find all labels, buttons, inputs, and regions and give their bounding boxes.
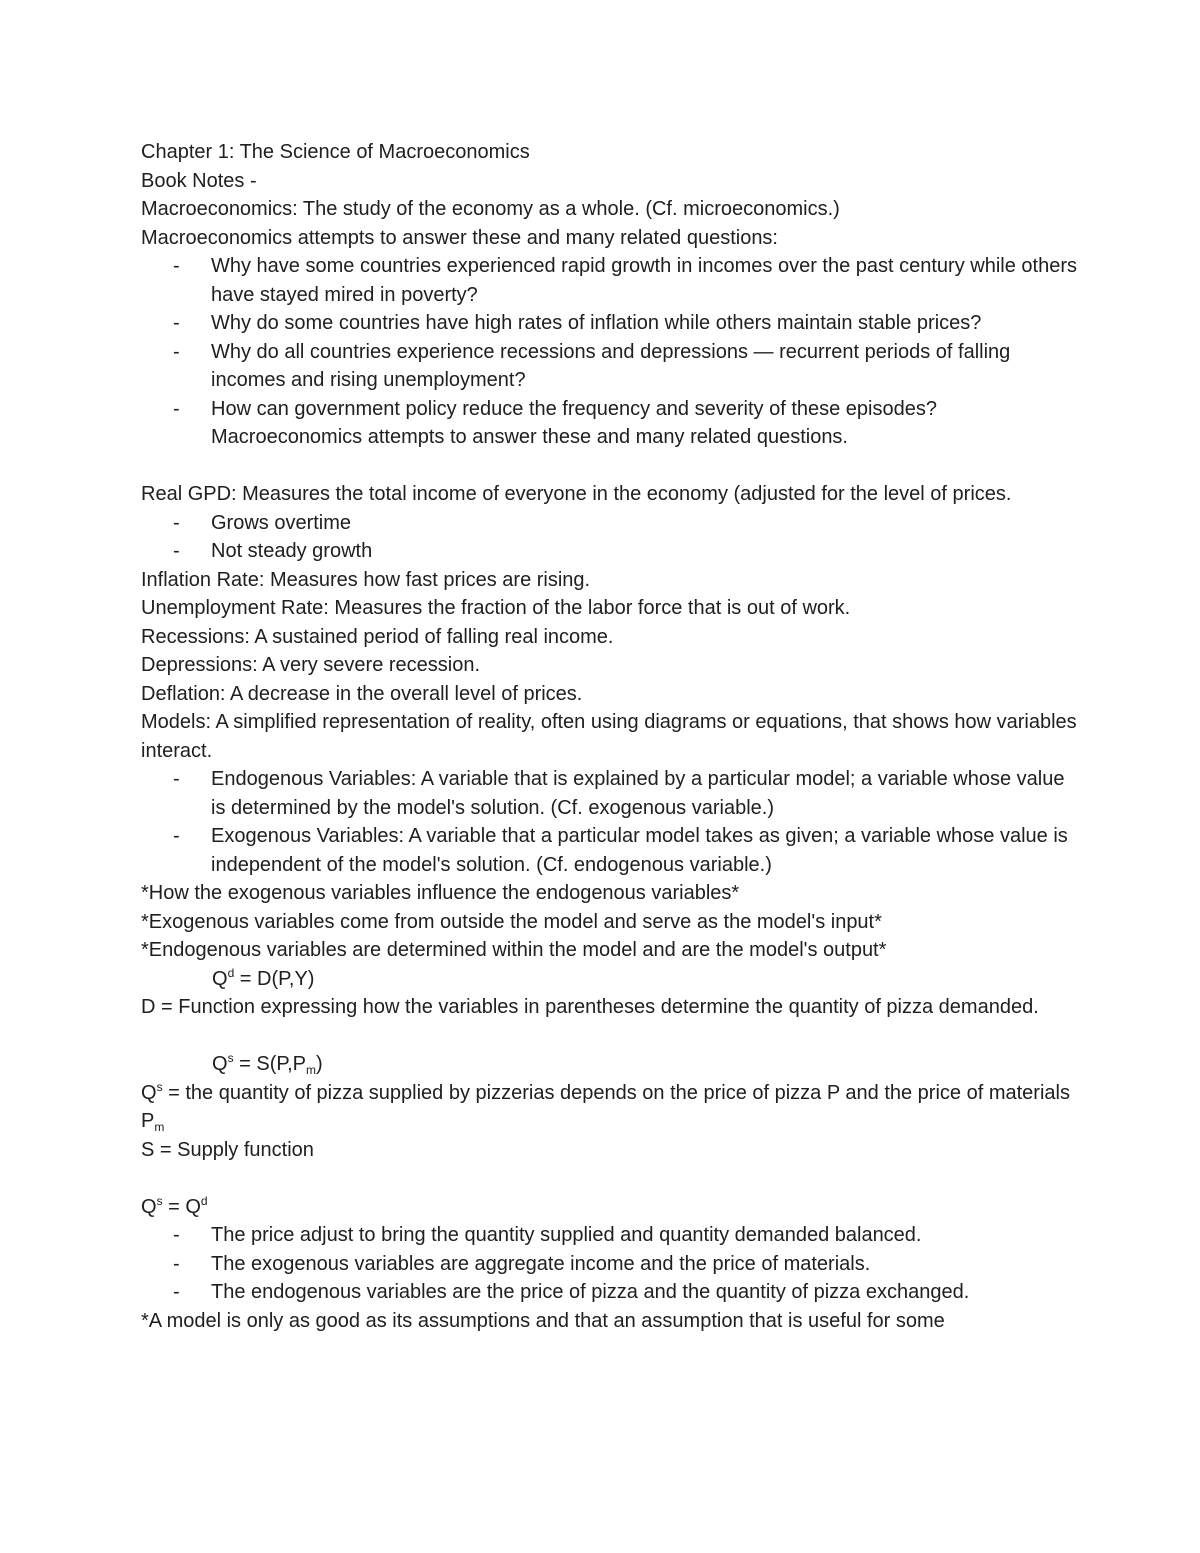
macro-intro: Macroeconomics attempts to answer these and many related questions: [141, 226, 778, 249]
bullet-dash: - [173, 540, 180, 562]
eq-rhs: = S(P,P [233, 1053, 307, 1075]
gdp-point: Not steady growth [211, 540, 373, 562]
inflation-definition: Inflation Rate: Measures how fast prices are rising. [141, 568, 591, 591]
list-item [141, 395, 1081, 452]
eq-superscript: s [156, 1193, 163, 1208]
list-item [141, 252, 1081, 309]
note-line: *Endogenous variables are determined within the model and are the model's output* [141, 939, 887, 961]
page-title: Chapter 1: The Science of Macroeconomics [141, 141, 530, 163]
demand-equation [141, 965, 1081, 994]
eq-close: ) [316, 1053, 323, 1075]
list-item [141, 765, 1081, 822]
list-item [141, 509, 1081, 538]
deflation-definition: Deflation: A decrease in the overall level of prices. [141, 682, 583, 705]
bullet-dash: - [173, 1252, 180, 1275]
unemployment-definition: Unemployment Rate: Measures the fraction of the labor force that is out of work. [141, 597, 851, 619]
question-text: How can government policy reduce the frequency and severity of these episodes? Macroeconomics attempts to answer these and many related questions. [211, 397, 937, 448]
bullet-dash: - [173, 1281, 180, 1303]
demand-description: D = Function expressing how the variables in parentheses determine the quantity of pizza demanded. [141, 996, 1039, 1018]
book-notes-label: Book Notes - [141, 169, 257, 192]
eq-mid: = Q [162, 1195, 201, 1218]
eq-subscript: m [306, 1063, 317, 1077]
supply-equation [141, 1050, 1081, 1079]
list-item [141, 338, 1081, 395]
eq-symbol: Q [212, 967, 228, 990]
list-item [141, 1278, 1081, 1307]
eq-subscript: m [154, 1120, 165, 1134]
bullet-dash: - [173, 397, 180, 420]
document-page [141, 138, 1081, 1335]
variable-definition: Endogenous Variables: A variable that is explained by a particular model; a variable whose value is determined by the model's solution. (Cf. exogenous variable.) [211, 768, 1065, 819]
macro-definition: Macroeconomics: The study of the economy as a whole. (Cf. microeconomics.) [141, 198, 840, 220]
bullet-dash: - [173, 768, 180, 790]
list-item [141, 1221, 1081, 1250]
equilibrium-point: The price adjust to bring the quantity supplied and quantity demanded balanced. [211, 1224, 922, 1246]
eq-superscript: d [200, 1193, 208, 1208]
eq-superscript: s [156, 1079, 163, 1094]
list-item [141, 309, 1081, 338]
supply-desc-text: = the quantity of pizza supplied by pizzerias depends on the price of pizza P and the price of materials P [141, 1081, 1070, 1132]
note-line: *How the exogenous variables influence the endogenous variables* [141, 882, 740, 904]
supply-function: S = Supply function [141, 1138, 314, 1161]
bullet-dash: - [173, 511, 180, 534]
eq-symbol: Q [141, 1081, 157, 1104]
recessions-definition: Recessions: A sustained period of falling real income. [141, 625, 614, 648]
note-line: *Exogenous variables come from outside the model and serve as the model's input* [141, 910, 882, 933]
supply-description [141, 1079, 1081, 1136]
question-text: Why do some countries have high rates of inflation while others maintain stable prices? [211, 312, 982, 334]
variable-definition: Exogenous Variables: A variable that a particular model takes as given; a variable whose value is independent of the model's solution. (Cf. endogenous variable.) [211, 825, 1068, 876]
eq-superscript: d [227, 965, 235, 980]
bullet-dash: - [173, 255, 180, 277]
eq-symbol: Q [212, 1053, 228, 1075]
equilibrium-point: The endogenous variables are the price of pizza and the quantity of pizza exchanged. [211, 1281, 970, 1303]
list-item [141, 1250, 1081, 1279]
question-text: Why do all countries experience recessions and depressions — recurrent periods of falling incomes and rising unemployment? [211, 340, 1011, 391]
real-gdp-definition: Real GPD: Measures the total income of everyone in the economy (adjusted for the level of prices. [141, 483, 1012, 505]
question-text: Why have some countries experienced rapid growth in incomes over the past century while others have stayed mired in poverty? [211, 255, 1077, 306]
bullet-dash: - [173, 340, 180, 363]
spacer [141, 1164, 1081, 1193]
list-item [141, 537, 1081, 566]
equilibrium-equation [141, 1193, 1081, 1222]
eq-rhs: = D(P,Y) [234, 967, 315, 990]
bullet-dash: - [173, 825, 180, 847]
spacer [141, 1022, 1081, 1051]
spacer [141, 452, 1081, 481]
equilibrium-point: The exogenous variables are aggregate income and the price of materials. [211, 1252, 871, 1275]
final-note: *A model is only as good as its assumptions and that an assumption that is useful for some [141, 1309, 945, 1332]
eq-symbol: Q [141, 1195, 157, 1218]
models-definition: Models: A simplified representation of reality, often using diagrams or equations, that shows how variables interact. [141, 711, 1077, 762]
eq-superscript: s [227, 1051, 234, 1065]
gdp-point: Grows overtime [211, 511, 352, 534]
depressions-definition: Depressions: A very severe recession. [141, 654, 481, 676]
bullet-dash: - [173, 1224, 180, 1246]
bullet-dash: - [173, 312, 180, 334]
list-item [141, 822, 1081, 879]
